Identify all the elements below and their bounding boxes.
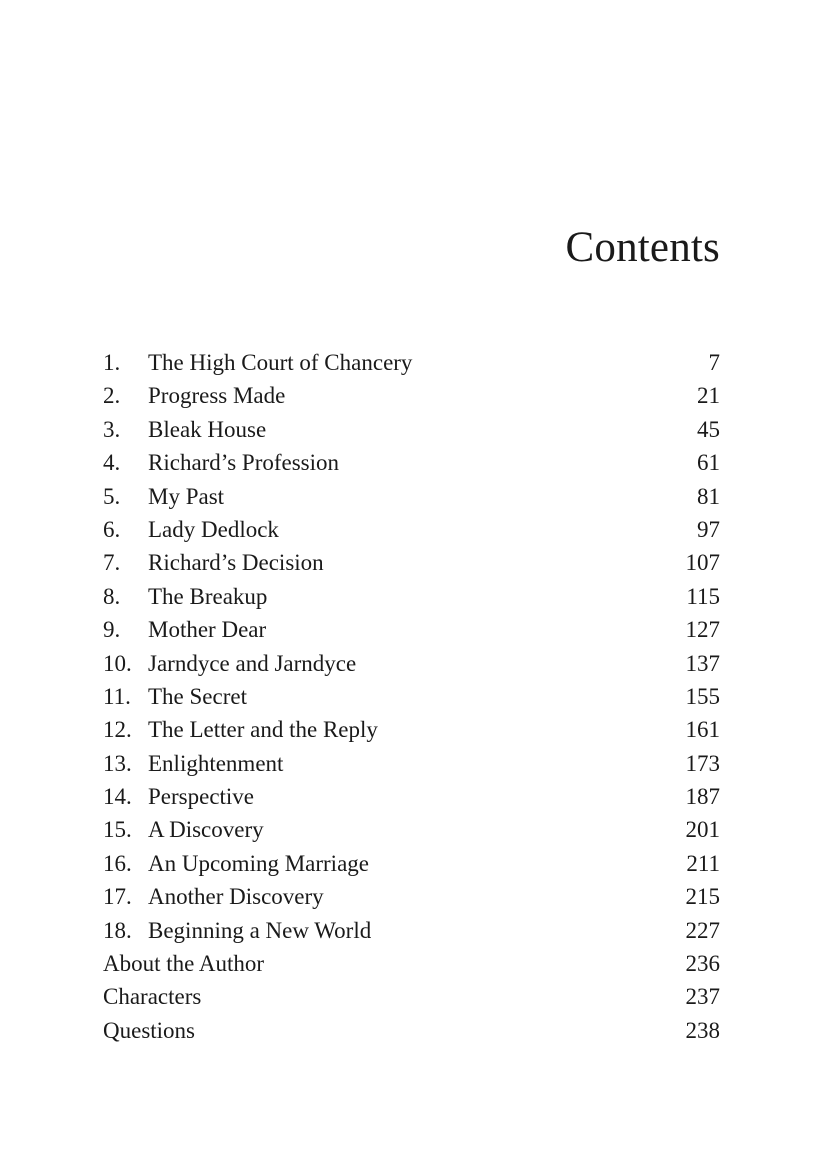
chapter-title: Lady Dedlock bbox=[148, 516, 279, 542]
chapter-title: Richard’s Decision bbox=[148, 550, 324, 576]
toc-entry bbox=[103, 880, 720, 913]
page-number: 107 bbox=[685, 550, 720, 576]
chapter-number: 2. bbox=[103, 383, 121, 409]
chapter-title: Another Discovery bbox=[148, 884, 324, 910]
toc-entry bbox=[103, 546, 720, 579]
page-number: 61 bbox=[697, 450, 720, 476]
chapter-title: Jarndyce and Jarndyce bbox=[148, 650, 357, 676]
chapter-title: The Breakup bbox=[148, 583, 268, 609]
page-number: 173 bbox=[685, 750, 720, 776]
chapter-number: 8. bbox=[103, 583, 121, 609]
toc-entry bbox=[103, 613, 720, 646]
page-number: 187 bbox=[685, 784, 720, 810]
chapter-number: 10. bbox=[103, 650, 132, 676]
page-number: 137 bbox=[685, 650, 720, 676]
back-matter-title: Questions bbox=[103, 1017, 195, 1043]
chapter-title: An Upcoming Marriage bbox=[148, 850, 369, 876]
chapter-number: 9. bbox=[103, 617, 121, 643]
chapter-title: Richard’s Profession bbox=[148, 450, 340, 476]
chapter-number: 17. bbox=[103, 884, 132, 910]
toc-entry bbox=[103, 413, 720, 446]
toc-entry bbox=[103, 680, 720, 713]
toc-entry bbox=[103, 480, 720, 513]
chapter-title: A Discovery bbox=[148, 817, 264, 843]
page-number: 161 bbox=[685, 717, 720, 743]
chapter-number: 5. bbox=[103, 483, 121, 509]
toc-entry bbox=[103, 379, 720, 412]
chapter-number: 7. bbox=[103, 550, 121, 576]
chapter-title: Beginning a New World bbox=[148, 917, 372, 943]
page-number: 45 bbox=[697, 416, 720, 442]
page-number: 115 bbox=[686, 583, 720, 609]
chapter-number: 15. bbox=[103, 817, 132, 843]
toc-back-matter-entry bbox=[103, 1014, 720, 1047]
chapter-title: Mother Dear bbox=[148, 617, 267, 643]
chapter-title: The Letter and the Reply bbox=[148, 717, 378, 743]
page-number: 238 bbox=[685, 1017, 720, 1043]
page-title: Contents bbox=[565, 224, 720, 271]
chapter-number: 6. bbox=[103, 516, 121, 542]
back-matter-title: Characters bbox=[103, 984, 202, 1010]
toc-entry bbox=[103, 446, 720, 479]
chapter-title: Enlightenment bbox=[148, 750, 284, 776]
page-number: 155 bbox=[685, 683, 720, 709]
chapter-number: 16. bbox=[103, 850, 132, 876]
chapter-number: 4. bbox=[103, 450, 121, 476]
page-number: 21 bbox=[697, 383, 720, 409]
page-number: 236 bbox=[685, 951, 720, 977]
toc-back-matter-entry bbox=[103, 980, 720, 1013]
page-number: 227 bbox=[685, 917, 720, 943]
page-number: 7 bbox=[708, 350, 720, 375]
page-number: 211 bbox=[686, 850, 720, 876]
page-number: 97 bbox=[697, 516, 720, 542]
chapter-title: The Secret bbox=[148, 683, 247, 709]
chapter-title: My Past bbox=[148, 483, 225, 509]
chapter-number: 12. bbox=[103, 717, 132, 743]
toc-entry bbox=[103, 780, 720, 813]
toc-entry bbox=[103, 580, 720, 613]
chapter-title: Bleak House bbox=[148, 416, 267, 442]
toc-entry bbox=[103, 847, 720, 880]
toc-entry bbox=[103, 647, 720, 680]
page-number: 81 bbox=[697, 483, 720, 509]
chapter-number: 14. bbox=[103, 784, 132, 810]
chapter-title: Perspective bbox=[148, 784, 255, 810]
toc-back-matter-entry bbox=[103, 947, 720, 980]
chapter-number: 13. bbox=[103, 750, 132, 776]
page-number: 127 bbox=[685, 617, 720, 643]
toc-entry bbox=[103, 346, 720, 379]
chapter-title: The High Court of Chancery bbox=[148, 350, 413, 375]
chapter-number: 3. bbox=[103, 416, 121, 442]
page-number: 215 bbox=[685, 884, 720, 910]
chapter-number: 18. bbox=[103, 917, 132, 943]
chapter-title: Progress Made bbox=[148, 383, 286, 409]
page-number: 201 bbox=[685, 817, 720, 843]
chapter-number: 11. bbox=[103, 683, 131, 709]
table-of-contents bbox=[103, 346, 720, 1047]
toc-entry bbox=[103, 513, 720, 546]
toc-entry bbox=[103, 713, 720, 746]
toc-entry bbox=[103, 747, 720, 780]
toc-entry bbox=[103, 914, 720, 947]
page-number: 237 bbox=[685, 984, 720, 1010]
back-matter-title: About the Author bbox=[103, 951, 264, 977]
chapter-number: 1. bbox=[103, 350, 121, 375]
toc-entry bbox=[103, 813, 720, 846]
